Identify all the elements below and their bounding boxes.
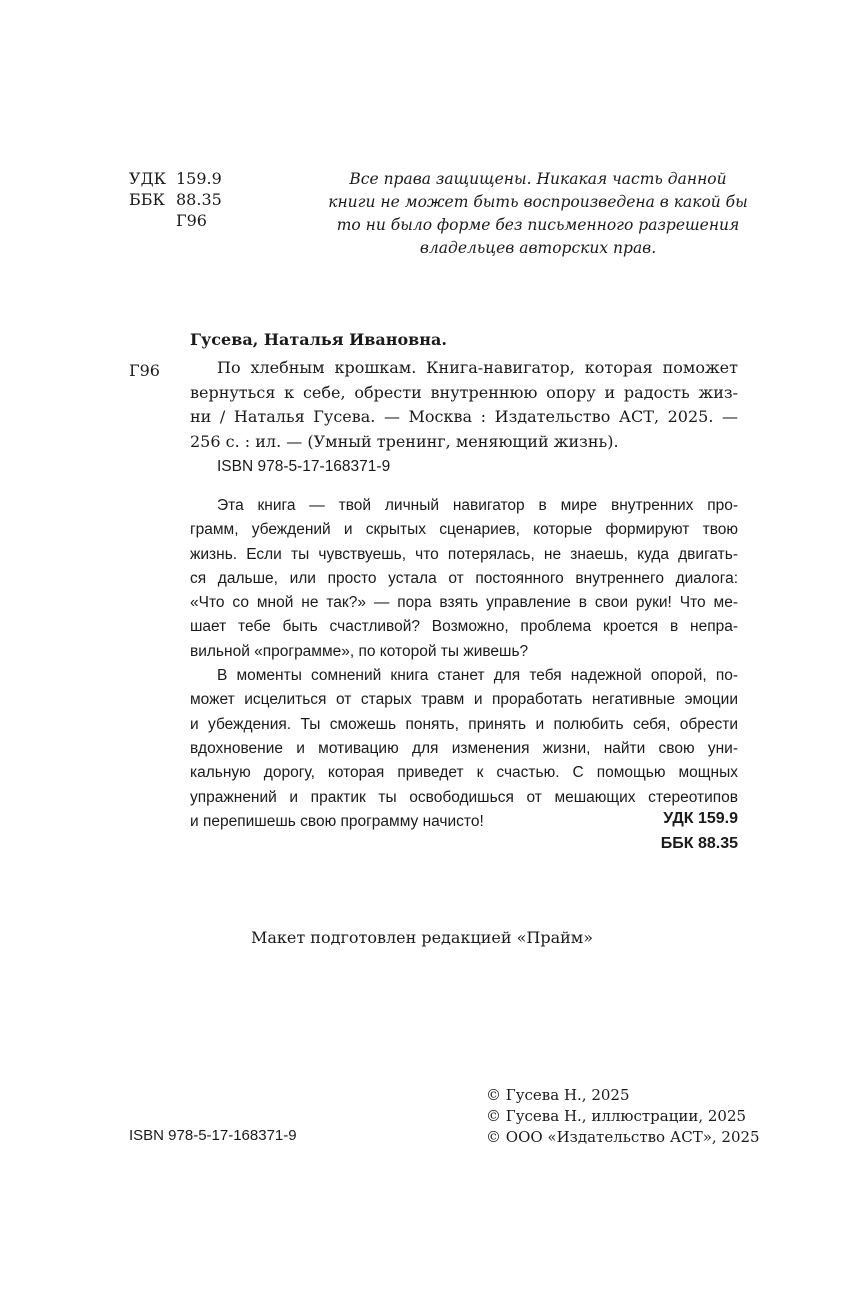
annotation-line: вдохновение и мотивацию для изменения жизни, найти свою уни- [190, 739, 738, 757]
annotation-line: может исцелиться от старых травм и проработать негативные эмоции [190, 691, 738, 709]
bibliographic-line: ни / Наталья Гусева. — Москва : Издательство АСТ, 2025. — [190, 407, 738, 426]
copyright-line: © Гусева Н., иллюстрации, 2025 [486, 1107, 747, 1125]
classification-code: УДК [129, 169, 166, 188]
isbn: ISBN 978-5-17-168371-9 [217, 458, 391, 475]
copyright-line: © Гусева Н., 2025 [486, 1086, 630, 1104]
annotation-line: шает тебе быть счастливой? Возможно, проблема кроется в непра- [190, 618, 738, 636]
classification-value: 88.35 [176, 190, 222, 209]
copyright-block [486, 1085, 760, 1148]
annotation-line: вильной «программе», по которой ты живешь? [190, 642, 529, 660]
classification-row-author-sign [129, 210, 222, 231]
annotation-line: и перепишешь свою программу начисто! [190, 812, 484, 830]
bbk-code: ББК 88.35 [660, 835, 738, 852]
copyright-line: © ООО «Издательство АСТ», 2025 [486, 1128, 760, 1146]
classification-value: 159.9 [176, 169, 222, 188]
rights-notice-line: владельцев авторских прав. [419, 239, 657, 257]
prepared-by: Макет подготовлен редакцией «Прайм» [250, 928, 594, 947]
classification-code: ББК [129, 190, 165, 209]
classification-codes-right [661, 806, 738, 856]
annotation-line: В моменты сомнений книга станет для тебя надежной опорой, по- [217, 667, 738, 685]
classification-row-bbk [129, 189, 222, 210]
classification-value: Г96 [176, 211, 207, 230]
annotation-line: Эта книга — твой личный навигатор в мире внутренних про- [217, 497, 738, 514]
rights-notice-line: то ни было форме без письменного разрешения [336, 216, 740, 234]
annotation-line: грамм, убеждений и скрытых сценариев, которые формируют твою [190, 521, 738, 539]
annotation-line: кальную дорогу, которая приведет к счастью. С помощью мощных [190, 764, 738, 782]
annotation-line: упражнений и практик ты освободишься от мешающих стереотипов [190, 788, 738, 806]
bibliographic-line: 256 с. : ил. — (Умный тренинг, меняющий жизнь). [190, 431, 619, 451]
annotation-line: и убеждения. Ты сможешь понять, принять и полюбить себя, обрести [190, 715, 738, 733]
rights-notice-line: книги не может быть воспроизведена в какой бы [328, 193, 748, 211]
isbn-bottom: ISBN 978-5-17-168371-9 [129, 1127, 297, 1144]
bibliographic-description [190, 356, 738, 454]
bibliographic-line: По хлебным крошкам. Книга-навигатор, которая поможет [217, 358, 738, 377]
rights-notice-line: Все права защищены. Никакая часть данной [349, 170, 727, 188]
rights-notice [322, 168, 754, 260]
bibliographic-line: вернуться к себе, обрести внутреннюю опору и радость жиз- [190, 382, 738, 402]
annotation-line: жизнь. Если ты чувствуешь, что потерялась, не знаешь, куда двигать- [190, 545, 738, 563]
author-sign: Г96 [129, 361, 160, 380]
author-heading: Гусева, Наталья Ивановна. [190, 330, 447, 349]
annotation-line: «Что со мной не так?» — пора взять управление в свои руки! Что ме- [190, 594, 738, 612]
annotation-line: ся дальше, или просто устала от постоянного внутреннего диалога: [190, 569, 738, 587]
udk-code: УДК 159.9 [663, 810, 738, 827]
annotation [190, 494, 738, 834]
classification-block [129, 168, 222, 231]
classification-row-udk [129, 168, 222, 189]
